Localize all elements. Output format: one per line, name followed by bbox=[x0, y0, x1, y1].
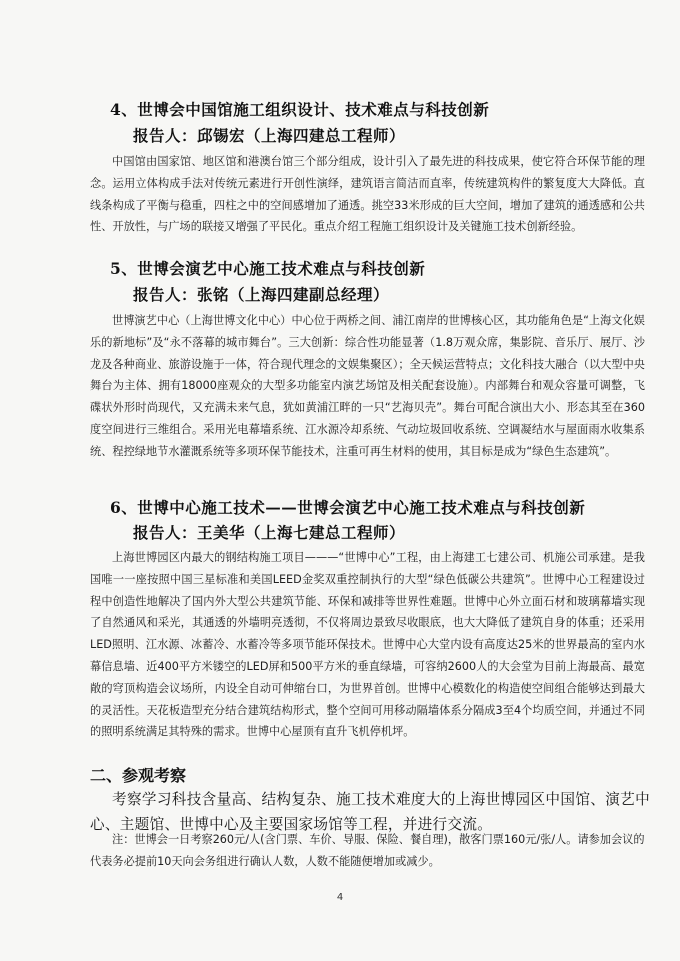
section-6-heading: 6、世博中心施工技术——世博会演艺中心施工技术难点与科技创新 bbox=[110, 498, 586, 517]
section-5-heading: 5、世博会演艺中心施工技术难点与科技创新 bbox=[110, 259, 426, 278]
visit-section-title: 二、参观考察 bbox=[90, 766, 187, 785]
section-4-reporter: 报告人：邱锡宏（上海四建总工程师） bbox=[133, 126, 406, 145]
section-4-heading: 4、世博会中国馆施工组织设计、技术难点与科技创新 bbox=[110, 100, 490, 119]
visit-body: 考察学习科技含量高、结构复杂、施工技术难度大的上海世博园区中国馆、演艺中心、主题馆、世博中心及主要国家场馆等工程，并进行交流。 bbox=[90, 791, 650, 833]
section-6-reporter: 报告人：王美华（上海七建总工程师） bbox=[133, 523, 406, 542]
visit-note: 注：世博会一日考察260元/人(含门票、车价、导服、保险、餐自理)，散客门票160元/张/人。请参加会议的代表务必提前10天向会务组进行确认人数，人数不能随便增加或减少。 bbox=[90, 833, 645, 868]
section-5-body: 世博演艺中心（上海世博文化中心）中心位于两桥之间、浦江南岸的世博核心区，其功能角色是“上海文化娱乐的新地标”及“永不落幕的城市舞台”。三大创新：综合性功能显著（1.8万观众席，集影院、音乐厅、展厅、沙龙及各种商业、旅游设施于一体，符合现代理念的文娱集聚区）；全天候运营特点；文化科技大融合（以大型中央舞台为主体、拥有18000座观众的大型多功能室内演艺场馆及相关配套设施）。内部舞台和观众容量可调整，飞碟状外形时尚现代，又充满未来气息，犹如黄浦江畔的一只“艺海贝壳”。舞台可配合演出大小、形态其至在360度空间进行三维组合。采用光电幕墙系统、江水源冷却系统、气动垃圾回收系统、空调凝结水与屋面雨水收集系统、程控绿地节水灌溉系统等多项环保节能技术，注重可再生材料的使用，其目标是成为“绿色生态建筑”。 bbox=[90, 314, 645, 458]
page-number: 4 bbox=[336, 892, 344, 903]
section-4-body: 中国馆由国家馆、地区馆和港澳台馆三个部分组成，设计引入了最先进的科技成果，使它符合环保节能的理念。运用立体构成手法对传统元素进行开创性演绎，建筑语言简洁而直率，传统建筑构件的繁复度大大降低。直线条构成了平衡与稳重，四柱之中的空间感增加了通透。挑空33米形成的巨大空间，增加了建筑的通透感和公共性、开放性，与广场的联接又增强了平民化。重点介绍工程施工组织设计及关键施工技术创新经验。 bbox=[90, 155, 645, 234]
section-5-reporter: 报告人：张铭（上海四建副总经理） bbox=[133, 285, 390, 304]
section-6-body: 上海世博园区内最大的钢结构施工项目———“世博中心”工程，由上海建工七建公司、机施公司承建。是我国唯一一座按照中国三星标准和美国LEED金奖双重控制执行的大型“绿色低碳公共建筑”。世博中心工程建设过程中创造性地解决了国内外大型公共建筑节能、环保和减排等世界性难题。世博中心外立面石材和玻璃幕墙实现了自然通风和采光，其通透的外墙明亮透彻，不仅将周边景致尽收眼底，也大大降低了建筑自身的体重；还采用LED照明、江水源、冰蓄冷、水蓄冷等多项节能环保技术。世博中心大堂内设有高度达25米的世界最高的室内水幕信息墙、近400平方米镂空的LED屏和500平方米的垂直绿墙，可容纳2600人的大会堂为目前上海最高、最宽敞的穹顶构造会议场所，内设全自动可伸缩台口，为世界首创。世博中心模数化的构造使空间组合能够达到最大的灵活性。天花板造型充分结合建筑结构形式，整个空间可用移动隔墙体系分隔成3至4个均质空间，并通过不同的照明系统满足其特殊的需求。世博中心屋顶有直升飞机停机坪。 bbox=[90, 551, 645, 739]
